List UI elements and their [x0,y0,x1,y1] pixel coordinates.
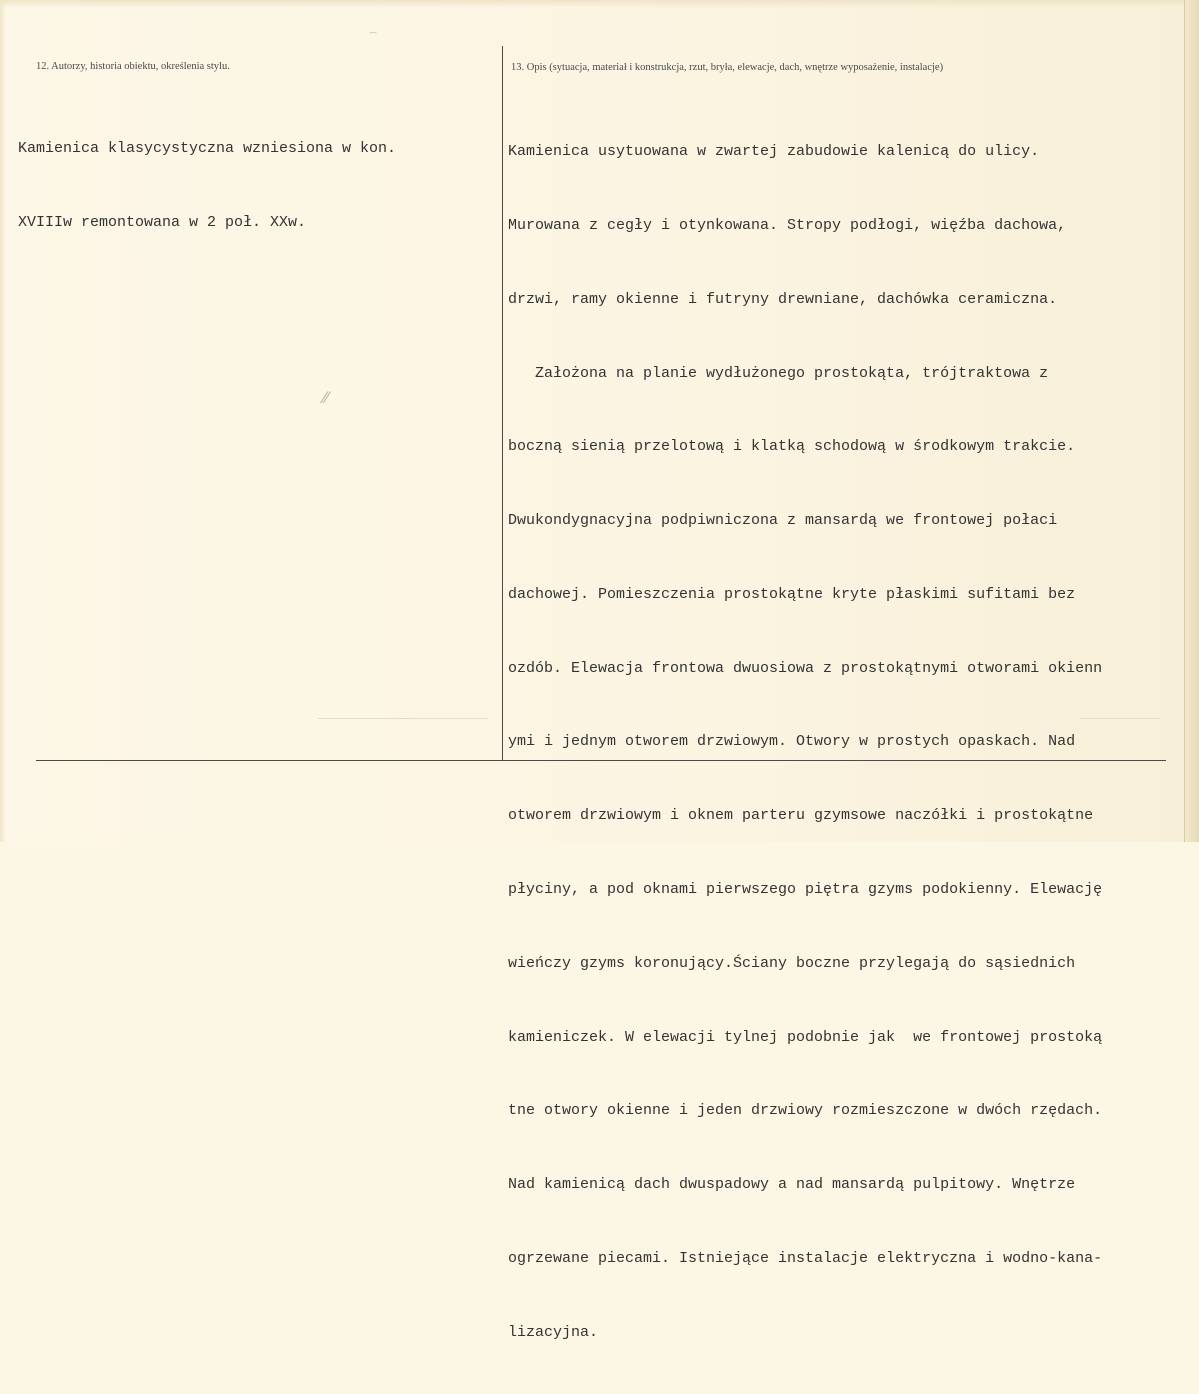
text-line: ozdób. Elewacja frontowa dwuosiowa z prostokątnymi otworami okienn [508,659,1103,677]
paper-left-edge [0,0,6,842]
text-line: Kamienica usytuowana w zwartej zabudowie kalenicą do ulicy. [508,143,1040,161]
text-line: drzwi, ramy okienne i futryny drewniane, dachówka ceramiczna. [508,290,1058,308]
section-12-header: 12. Autorzy, historia obiektu, określenia stylu. [36,61,230,72]
text-line: ymi i jednym otworem drzwiowym. Otwory w prostych opaskach. Nad [508,733,1076,751]
section-13-text [508,91,1102,1394]
faint-show-through-line [318,718,488,719]
paper-right-edge [1184,0,1199,842]
paper-speck-icon: — [369,28,377,37]
text-line: XVIIIw remontowana w 2 poł. XXw. [18,213,307,231]
text-line: Kamienica klasycystyczna wzniesiona w kon. [18,140,397,158]
pencil-mark-icon: ⁄⁄ [323,388,329,407]
text-line: Nad kamienicą dach dwuspadowy a nad mansardą pulpitowy. Wnętrze [508,1176,1076,1194]
text-line: boczną sienią przelotową i klatką schodową w środkowym trakcie. [508,438,1076,456]
text-line: płyciny, a pod oknami pierwszego piętra gzyms podokienny. Elewację [508,881,1103,898]
section-13-header: 13. Opis (sytuacja, materiał i konstrukcja, rzut, bryła, elewacje, dach, wnętrze wyposażenie, instalacje) [511,62,944,73]
section-12-text [18,88,396,285]
text-line: tne otwory okienne i jeden drzwiowy rozmieszczone w dwóch rzędach. [508,1102,1103,1120]
text-line: lizacyjna. [508,1323,599,1341]
text-line: kamieniczek. W elewacji tylnej podobnie jak we frontowej prostoką [508,1028,1103,1046]
column-divider [502,46,503,760]
text-line: Założona na planie wydłużonego prostokąta, trójtraktowa z [508,364,1049,382]
text-line: Murowana z cegły i otynkowana. Stropy podłogi, więźba dachowa, [508,216,1067,234]
paper-top-edge [0,0,1199,8]
text-line: Dwukondygnacyjna podpiwniczona z mansardą we frontowej połaci [508,512,1058,530]
text-line: dachowej. Pomieszczenia prostokątne kryte płaskimi sufitami bez [508,585,1076,603]
text-line: ogrzewane piecami. Istniejące instalacje elektryczna i wodno-kana- [508,1249,1103,1267]
text-line: wieńczy gzyms koronujący.Ściany boczne przylegają do sąsiednich [508,954,1076,972]
text-line: otworem drzwiowym i oknem parteru gzymsowe naczółki i prostokątne [508,807,1094,825]
